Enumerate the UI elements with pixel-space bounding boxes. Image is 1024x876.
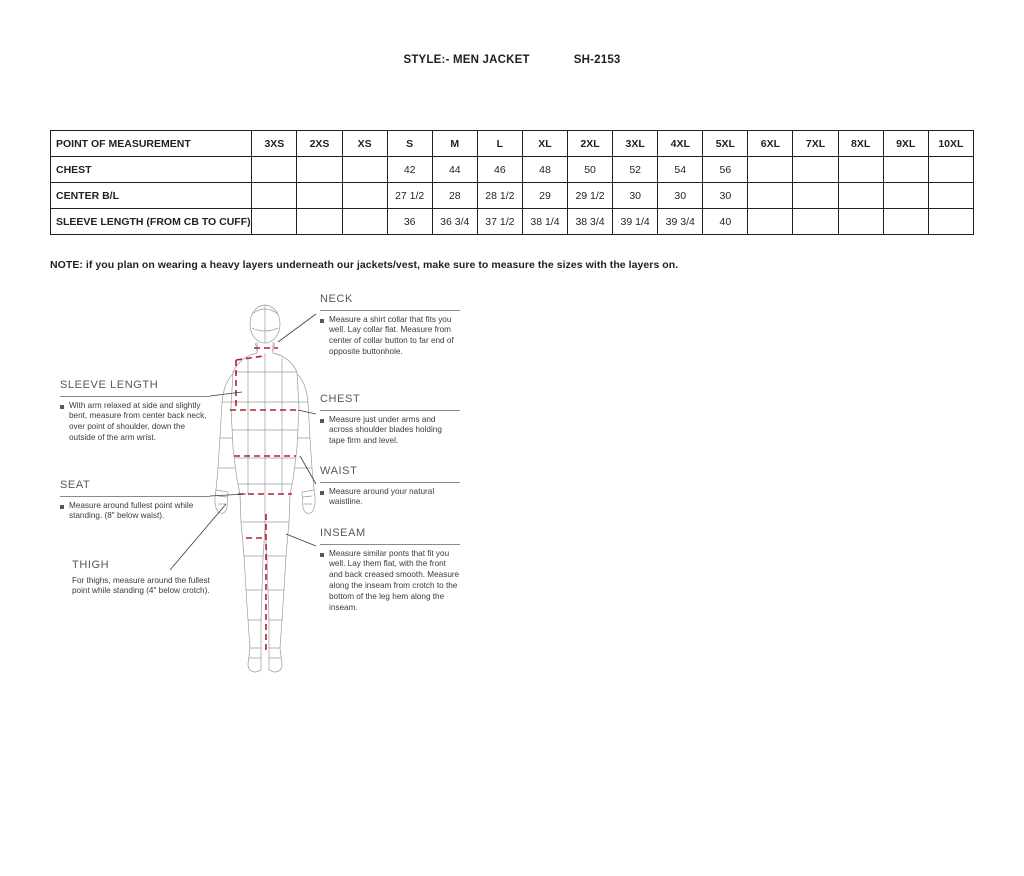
cell: 36 (387, 209, 432, 235)
cell: 52 (613, 157, 658, 183)
table-header-size: 10XL (928, 131, 973, 157)
style-label: STYLE:- MEN JACKET (403, 54, 530, 66)
callout-title: NECK (320, 293, 353, 305)
cell (252, 157, 297, 183)
callout-title: INSEAM (320, 527, 366, 539)
cell (838, 157, 883, 183)
callout-text: Measure a shirt collar that fits you well. Lay collar flat. Measure from center of collar button to far end of opposite buttonhole. (329, 314, 454, 356)
bullet-icon (60, 405, 64, 409)
callout-text: Measure similar ponts that fit you well. Lay them flat, with the front and back creased smooth. Measure along the inseam from crotch to the bottom of the leg hem along the inseam. (329, 548, 460, 612)
measurement-note: NOTE: if you plan on wearing a heavy layers underneath our jackets/vest, make sure to measure the sizes with the layers on. (50, 259, 679, 271)
callout-chest (320, 392, 460, 447)
cell: 37 1/2 (477, 209, 522, 235)
cell: 50 (568, 157, 613, 183)
cell (928, 183, 973, 209)
callout-title: SEAT (60, 479, 91, 491)
cell (297, 157, 342, 183)
cell: 29 (522, 183, 567, 209)
table-header-size: 6XL (748, 131, 793, 157)
callout-divider (320, 410, 460, 411)
measurement-diagram (50, 288, 470, 678)
callout-divider (320, 482, 460, 483)
cell (928, 157, 973, 183)
cell: 42 (387, 157, 432, 183)
cell: 28 (432, 183, 477, 209)
cell: 39 3/4 (658, 209, 703, 235)
callout-divider (320, 544, 460, 545)
callout-sleeve-length (60, 378, 210, 444)
callout-thigh (72, 558, 222, 597)
cell: 36 3/4 (432, 209, 477, 235)
callout-title: CHEST (320, 393, 361, 405)
cell: 39 1/4 (613, 209, 658, 235)
table-header-size: XL (522, 131, 567, 157)
bullet-icon (320, 319, 324, 323)
cell: 28 1/2 (477, 183, 522, 209)
table-row (51, 209, 974, 235)
cell (748, 209, 793, 235)
cell: 56 (703, 157, 748, 183)
callout-inseam (320, 526, 460, 613)
cell: 27 1/2 (387, 183, 432, 209)
row-label: SLEEVE LENGTH (FROM CB TO CUFF) (51, 209, 252, 235)
callout-text: For thighs, measure around the fullest point while standing (4" below crotch). (72, 575, 210, 596)
cell (342, 183, 387, 209)
cell (748, 157, 793, 183)
cell (793, 157, 838, 183)
style-code: SH-2153 (573, 54, 621, 66)
bullet-icon (320, 419, 324, 423)
table-header-size: S (387, 131, 432, 157)
cell (883, 209, 928, 235)
cell (838, 183, 883, 209)
callout-title: SLEEVE LENGTH (60, 379, 159, 391)
cell: 38 3/4 (568, 209, 613, 235)
callout-text: Measure around your natural waistline. (329, 486, 435, 507)
cell: 30 (658, 183, 703, 209)
cell (252, 183, 297, 209)
table-header-size: XS (342, 131, 387, 157)
cell: 30 (613, 183, 658, 209)
table-header-size: 2XS (297, 131, 342, 157)
callout-text: With arm relaxed at side and slightly bent, measure from center back neck, over point of shoulder, down the outside of the arm wrist. (69, 400, 207, 442)
callout-text: Measure around fullest point while standing. (8" below waist). (69, 500, 194, 521)
table-header-size: L (477, 131, 522, 157)
bullet-icon (60, 505, 64, 509)
cell: 30 (703, 183, 748, 209)
page-title (0, 54, 1024, 66)
cell (793, 183, 838, 209)
callout-divider (320, 310, 460, 311)
table-header-point-of-measurement: POINT OF MEASUREMENT (51, 131, 252, 157)
cell: 48 (522, 157, 567, 183)
table-header-size: 4XL (658, 131, 703, 157)
table-header-size: 5XL (703, 131, 748, 157)
table-row (51, 157, 974, 183)
bullet-icon (320, 553, 324, 557)
cell (252, 209, 297, 235)
callout-divider (60, 396, 210, 397)
callout-title: THIGH (72, 559, 110, 571)
cell (883, 183, 928, 209)
cell: 44 (432, 157, 477, 183)
callout-neck (320, 292, 460, 358)
cell (928, 209, 973, 235)
callout-divider (60, 496, 210, 497)
table-header-size: 9XL (883, 131, 928, 157)
row-label: CHEST (51, 157, 252, 183)
table-header-row (51, 131, 974, 157)
cell (748, 183, 793, 209)
table-header-size: 3XS (252, 131, 297, 157)
cell: 38 1/4 (522, 209, 567, 235)
table-header-size: 8XL (838, 131, 883, 157)
cell (883, 157, 928, 183)
table-header-size: 2XL (568, 131, 613, 157)
cell: 40 (703, 209, 748, 235)
table-row (51, 183, 974, 209)
callout-waist (320, 464, 460, 508)
cell (793, 209, 838, 235)
size-chart-table (50, 130, 974, 235)
cell (297, 209, 342, 235)
bullet-icon (320, 491, 324, 495)
table-header-size: 7XL (793, 131, 838, 157)
callout-seat (60, 478, 210, 522)
cell: 54 (658, 157, 703, 183)
table-header-size: M (432, 131, 477, 157)
cell (297, 183, 342, 209)
cell: 29 1/2 (568, 183, 613, 209)
cell: 46 (477, 157, 522, 183)
callout-text: Measure just under arms and across shoulder blades holding tape firm and level. (329, 414, 442, 446)
callout-title: WAIST (320, 465, 358, 477)
cell (838, 209, 883, 235)
cell (342, 209, 387, 235)
row-label: CENTER B/L (51, 183, 252, 209)
cell (342, 157, 387, 183)
table-header-size: 3XL (613, 131, 658, 157)
